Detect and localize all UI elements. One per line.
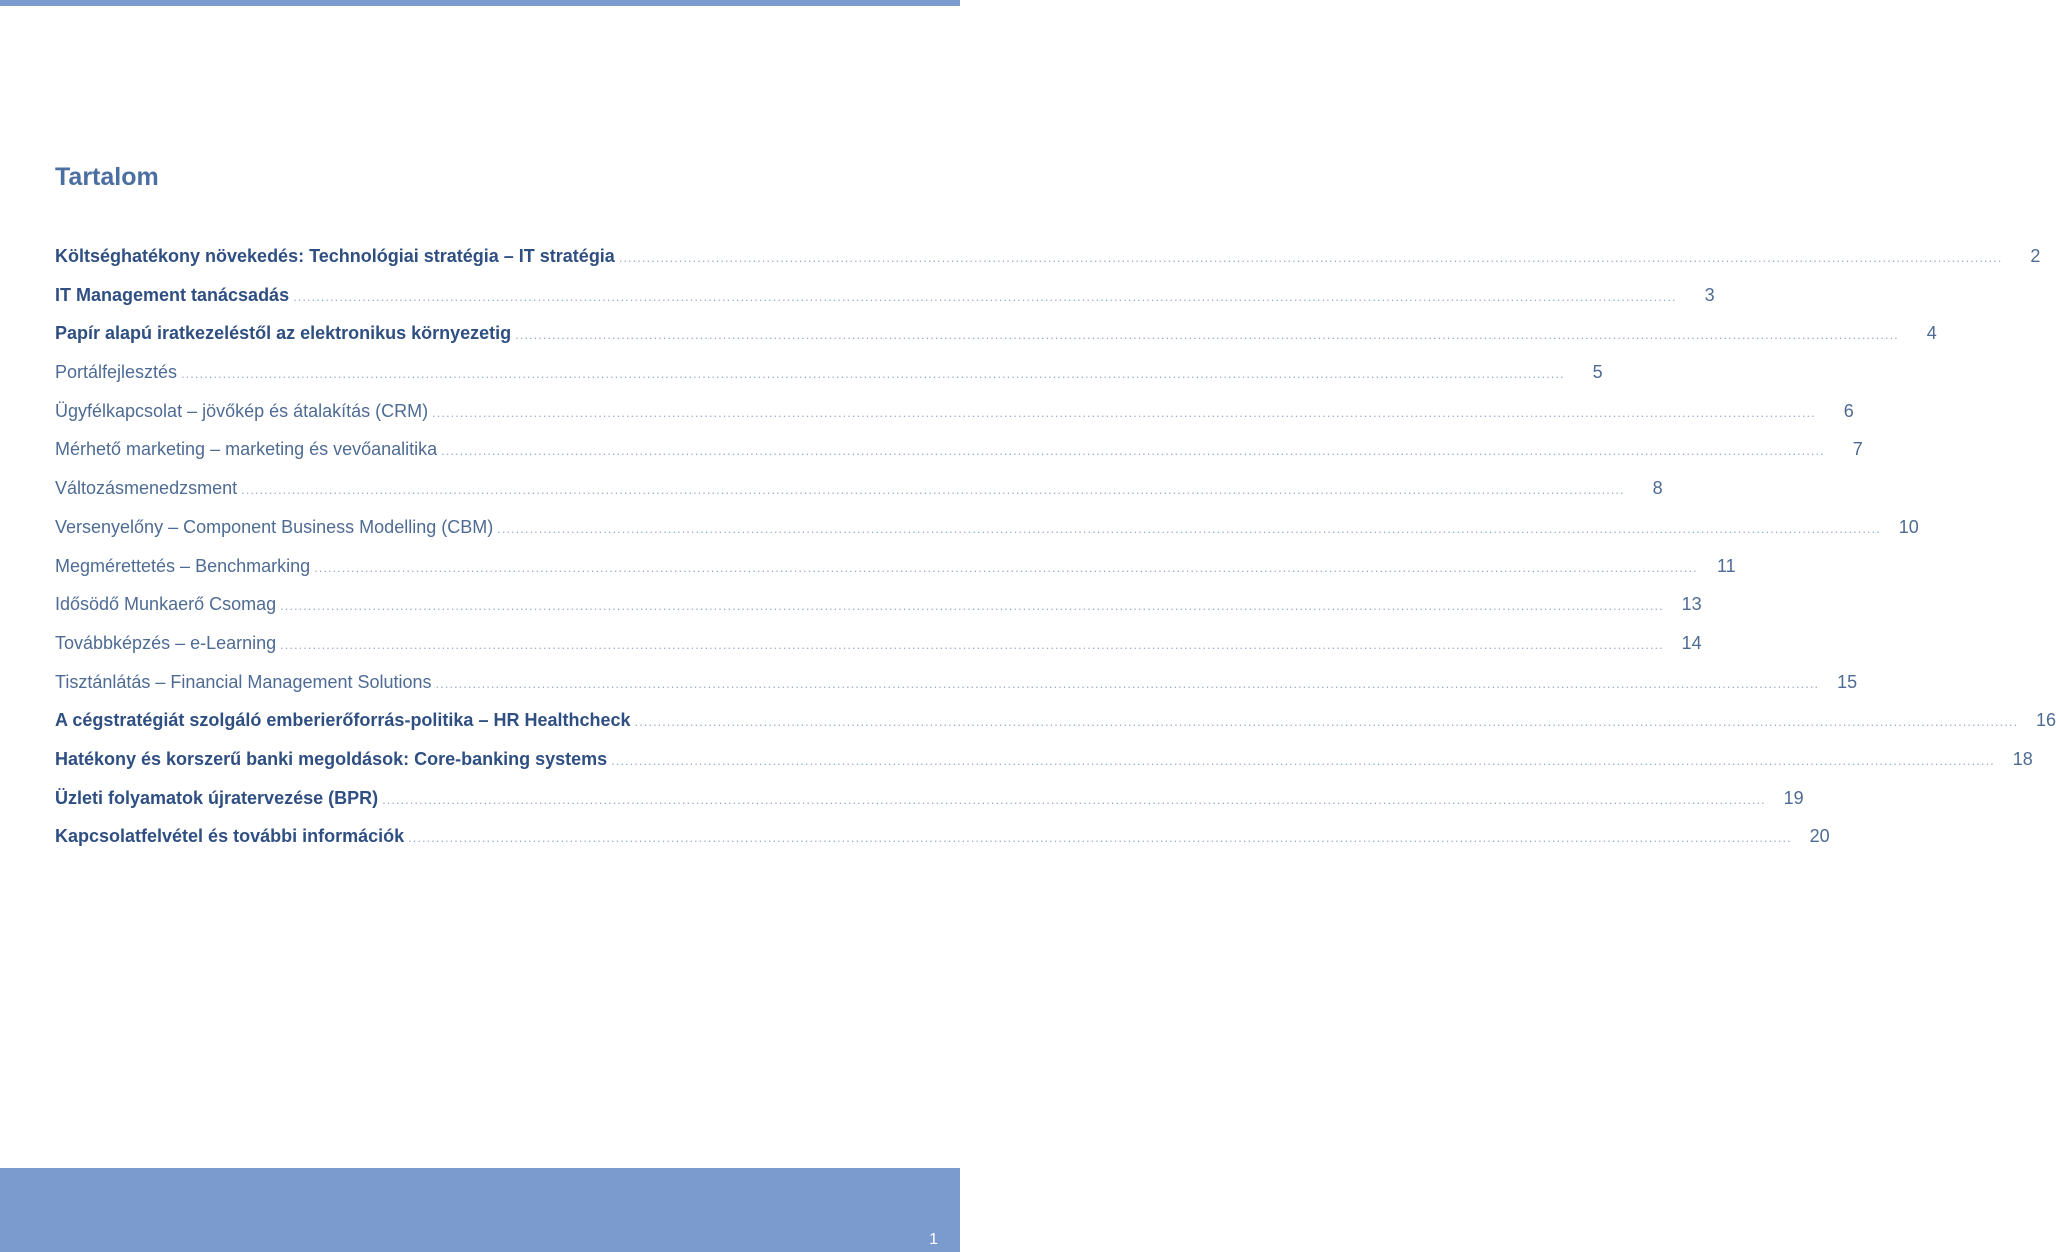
toc-page-number: 15 — [1837, 671, 1858, 692]
toc-entry[interactable] — [55, 707, 2056, 746]
toc-entry[interactable] — [55, 320, 1937, 359]
toc-entry-title: Tisztánlátás – Financial Management Solutions — [55, 671, 432, 692]
toc-page-number: 8 — [1652, 478, 1663, 499]
toc-leader-dots: ............................................................................................................................................................................................................................................................................................................ — [181, 366, 1565, 382]
toc-leader-dots: ............................................................................................................................................................................................................................................................................................................ — [293, 288, 1677, 304]
toc-page-number: 19 — [1783, 787, 1804, 808]
toc-page-number: 20 — [1809, 826, 1830, 847]
toc-page-number: 5 — [1592, 362, 1603, 383]
toc-entry[interactable] — [55, 553, 1736, 592]
toc-entry-title: Költséghatékony növekedés: Technológiai stratégia – IT stratégia — [55, 246, 615, 266]
toc-page-number: 16 — [2036, 710, 2056, 731]
toc-page-number: 6 — [1843, 400, 1854, 421]
toc-leader-dots: ............................................................................................................................................................................................................................................................................................................ — [441, 443, 1825, 459]
toc-entry-title: Idősödő Munkaerő Csomag — [55, 594, 277, 615]
toc-entry[interactable] — [55, 669, 1858, 708]
toc-entry[interactable] — [55, 630, 1702, 669]
toc-page-number: 13 — [1681, 594, 1702, 615]
page-title: Tartalom — [55, 163, 159, 191]
page-number: 1 — [929, 1231, 938, 1248]
toc-entry[interactable] — [55, 823, 1830, 862]
toc-leader-dots: ............................................................................................................................................................................................................................................................................................................ — [435, 675, 1820, 691]
toc-entry-title: Megmérettetés – Benchmarking — [55, 555, 311, 576]
toc-entry[interactable] — [55, 475, 1663, 514]
toc-page-number: 7 — [1852, 439, 1863, 460]
toc-leader-dots: ............................................................................................................................................................................................................................................................................................................ — [618, 250, 2003, 265]
toc-entry-title: Üzleti folyamatok újratervezése (BPR) — [55, 787, 379, 808]
toc-leader-dots: ............................................................................................................................................................................................................................................................................................................ — [611, 752, 1995, 768]
toc-page-number: 2 — [2030, 246, 2041, 266]
top-accent-bar — [0, 0, 960, 6]
toc-leader-dots: ............................................................................................................................................................................................................................................................................................................ — [432, 404, 1816, 420]
toc-page-number: 18 — [2012, 748, 2033, 769]
toc-leader-dots: ............................................................................................................................................................................................................................................................................................................ — [408, 830, 1792, 846]
toc-page-number: 3 — [1704, 284, 1715, 305]
toc-entry-title: Ügyfélkapcsolat – jövőkép és átalakítás (CRM) — [55, 400, 429, 421]
toc-entry-title: Továbbképzés – e-Learning — [55, 632, 277, 653]
toc-entry[interactable] — [55, 282, 1715, 321]
toc-entry[interactable] — [55, 359, 1603, 398]
toc-entry[interactable] — [55, 398, 1854, 437]
toc-leader-dots: ............................................................................................................................................................................................................................................................................................................ — [280, 598, 1664, 614]
toc-entry-title: Portálfejlesztés — [55, 362, 178, 383]
toc-entry-title: Hatékony és korszerű banki megoldások: Core-banking systems — [55, 748, 608, 769]
toc-leader-dots: ............................................................................................................................................................................................................................................................................................................ — [280, 636, 1664, 652]
toc-leader-dots: ............................................................................................................................................................................................................................................................................................................ — [634, 714, 2019, 730]
toc-page-number: 14 — [1681, 632, 1702, 653]
toc-page-number: 11 — [1716, 555, 1736, 576]
toc-entry-title: Kapcsolatfelvétel és további információk — [55, 826, 405, 847]
toc-entry[interactable] — [55, 243, 2041, 282]
table-of-contents — [55, 243, 2056, 862]
toc-page-number: 10 — [1898, 516, 1919, 537]
footer-bar — [0, 1168, 960, 1252]
toc-entry[interactable] — [55, 785, 1804, 824]
toc-leader-dots: ............................................................................................................................................................................................................................................................................................................ — [241, 482, 1625, 498]
toc-entry[interactable] — [55, 591, 1702, 630]
toc-entry-title: Mérhető marketing – marketing és vevőanalitika — [55, 439, 438, 460]
toc-entry[interactable] — [55, 746, 2033, 785]
toc-leader-dots: ............................................................................................................................................................................................................................................................................................................ — [515, 327, 1899, 343]
toc-entry-title: Versenyelőny – Component Business Modelling (CBM) — [55, 516, 494, 537]
toc-entry-title: A cégstratégiát szolgáló emberierőforrás-politika – HR Healthcheck — [55, 710, 631, 731]
toc-entry-title: IT Management tanácsadás — [55, 284, 290, 305]
toc-entry-title: Változásmenedzsment — [55, 478, 238, 499]
toc-entry-title: Papír alapú iratkezeléstől az elektronikus környezetig — [55, 323, 512, 344]
toc-leader-dots: ............................................................................................................................................................................................................................................................................................................ — [382, 791, 1766, 807]
toc-leader-dots: ............................................................................................................................................................................................................................................................................................................ — [497, 520, 1881, 536]
toc-entry[interactable] — [55, 514, 1919, 553]
toc-entry[interactable] — [55, 436, 1863, 475]
toc-leader-dots: ............................................................................................................................................................................................................................................................................................................ — [314, 559, 1698, 575]
toc-page-number: 4 — [1926, 323, 1937, 344]
